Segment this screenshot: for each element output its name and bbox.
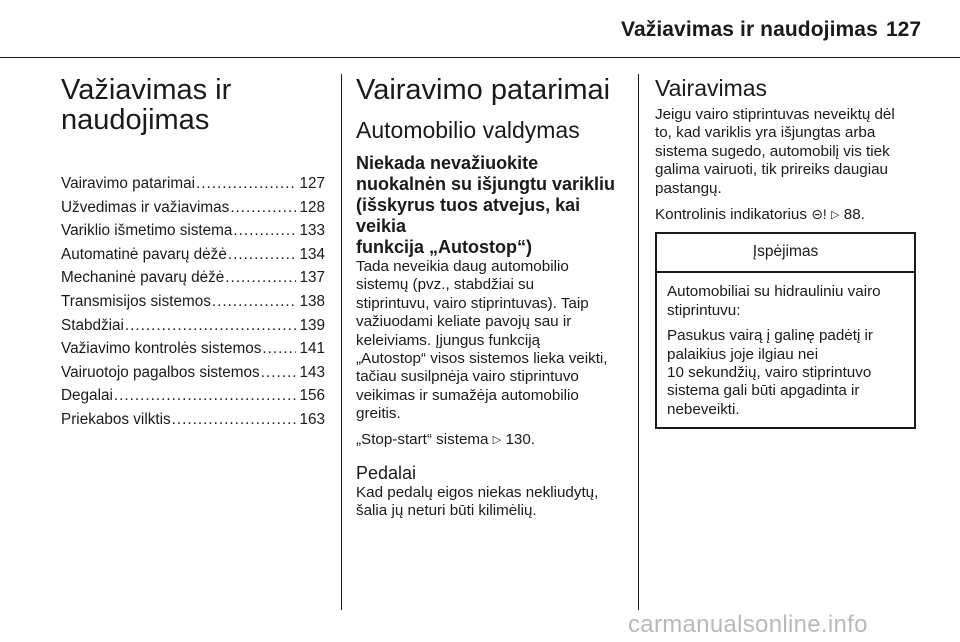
- toc-item-label: Degalai: [61, 387, 113, 405]
- toc-item[interactable]: [61, 408, 325, 432]
- toc-item-page: 139: [299, 316, 325, 334]
- toc-item[interactable]: [61, 337, 325, 361]
- warning-paragraph: Automobiliai su hidrauliniu vairo stiprintuvu:: [667, 283, 881, 319]
- running-header-title: Važiavimas ir naudojimas: [621, 18, 878, 41]
- triangle-right-icon: ▷: [831, 209, 840, 222]
- pedals-paragraph: Kad pedalų eigos niekas nekliudytų, šalia jų neturi būti kilimėlių.: [356, 484, 599, 520]
- toc-item-label: Mechaninė pavarų dėžė: [61, 269, 225, 287]
- cross-reference-link[interactable]: 130.: [505, 430, 535, 448]
- indicator-reference: Kontrolinis indikatorius ⊝! ▷ 88.: [655, 206, 865, 224]
- driving-hints-column: [356, 73, 624, 521]
- toc-item[interactable]: [61, 361, 325, 385]
- section-title: Vairavimo patarimai: [356, 74, 611, 106]
- column-divider: [341, 74, 342, 610]
- steering-column: [655, 73, 920, 429]
- toc-leader-dots: [233, 219, 296, 243]
- toc-leader-dots: [212, 290, 297, 314]
- toc-leader-dots: [225, 266, 296, 290]
- toc-item[interactable]: [61, 196, 325, 220]
- toc-leader-dots: [230, 196, 296, 220]
- toc-leader-dots: [228, 243, 297, 267]
- toc-leader-dots: [261, 361, 297, 385]
- page-number: 127: [886, 18, 922, 41]
- toc-item-label: Vairuotojo pagalbos sistemos: [61, 363, 260, 381]
- toc-item[interactable]: [61, 290, 325, 314]
- toc-leader-dots: [125, 314, 297, 338]
- toc-leader-dots: [172, 408, 297, 432]
- indicator-page-link[interactable]: 88.: [843, 206, 865, 224]
- toc-item-label: Priekabos vilktis: [61, 410, 171, 428]
- toc-item-page: 127: [299, 175, 325, 192]
- chapter-title: Važiavimas ir naudojimas: [61, 74, 232, 136]
- toc-item[interactable]: [61, 243, 325, 267]
- toc-item[interactable]: [61, 172, 325, 196]
- toc-item-label: Transmisijos sistemos: [61, 292, 211, 310]
- toc-leader-dots: [114, 384, 297, 408]
- toc-leader-dots: [262, 337, 296, 361]
- toc-item-label: Stabdžiai: [61, 316, 124, 334]
- warning-paragraph: Pasukus vairą į galinę padėtį ir palaikius joje ilgiau nei 10 sekundžių, vairo stiprintuvo sistema gali būti apgadinta ir nebeveikti.: [667, 327, 873, 418]
- toc-item[interactable]: [61, 384, 325, 408]
- toc-item-page: 163: [299, 410, 325, 428]
- section-subtitle: Automobilio valdymas: [356, 117, 580, 143]
- warning-body: [657, 273, 914, 427]
- cross-reference: „Stop-start“ sistema ▷ 130.: [356, 430, 535, 448]
- page-header: [0, 0, 960, 58]
- power-steering-warning-icon: ⊝!: [811, 206, 827, 223]
- toc-item[interactable]: [61, 314, 325, 338]
- toc-item-label: Vairavimo patarimai: [61, 175, 196, 192]
- toc-item-label: Važiavimo kontrolės sistemos: [61, 340, 262, 358]
- triangle-right-icon: ▷: [492, 433, 502, 446]
- watermark: carmanualsonline.info: [628, 611, 868, 638]
- chapter-toc: [61, 73, 325, 432]
- toc-item-page: 134: [299, 245, 325, 263]
- warning-heading: Įspėjimas: [657, 234, 914, 273]
- bold-heading: Niekada nevažiuokite nuokalnėn su išjungtu varikliu (išskyrus tuos atvejus, kai veikia funkcija „Autostop“): [356, 153, 616, 257]
- toc-item-page: 141: [299, 340, 325, 358]
- toc-item-page: 138: [299, 292, 325, 310]
- toc-item-page: 133: [299, 222, 325, 240]
- toc-item-page: 143: [299, 363, 325, 381]
- warning-box: [655, 232, 916, 429]
- toc-item-page: 156: [299, 387, 325, 405]
- toc-item-label: Automatinė pavarų dėžė: [61, 245, 227, 263]
- toc-item[interactable]: [61, 266, 325, 290]
- column-divider: [638, 74, 639, 610]
- steering-title: Vairavimas: [655, 75, 768, 101]
- toc-item-page: 137: [299, 269, 325, 287]
- pedals-heading: Pedalai: [356, 463, 417, 484]
- header-rule: [0, 57, 960, 58]
- toc-leader-dots: [196, 172, 296, 196]
- steering-paragraph: Jeigu vairo stiprintuvas neveiktų dėl to, kad variklis yra išjungtas arba sistema sugedo, automobilį vis tiek galima vairuoti, tik prireiks daugiau pastangų.: [655, 106, 895, 197]
- toc-list: [61, 172, 325, 432]
- toc-item[interactable]: [61, 219, 325, 243]
- paragraph: Tada neveikia daug automobilio sistemų (pvz., stabdžiai su stiprintuvu, vairo stiprintuvas). Taip važiuodami keliate pavojų sau ir keleiviams. Įjungus funkciją „Autostop“ visos sistemos lieka veikti, tačiau susilpnėja vairo stiprintuvo veikimas ir sumažėja automobilio greitis.: [356, 258, 608, 423]
- toc-item-page: 128: [299, 198, 325, 216]
- toc-item-label: Užvedimas ir važiavimas: [61, 198, 230, 216]
- toc-item-label: Variklio išmetimo sistema: [61, 222, 233, 240]
